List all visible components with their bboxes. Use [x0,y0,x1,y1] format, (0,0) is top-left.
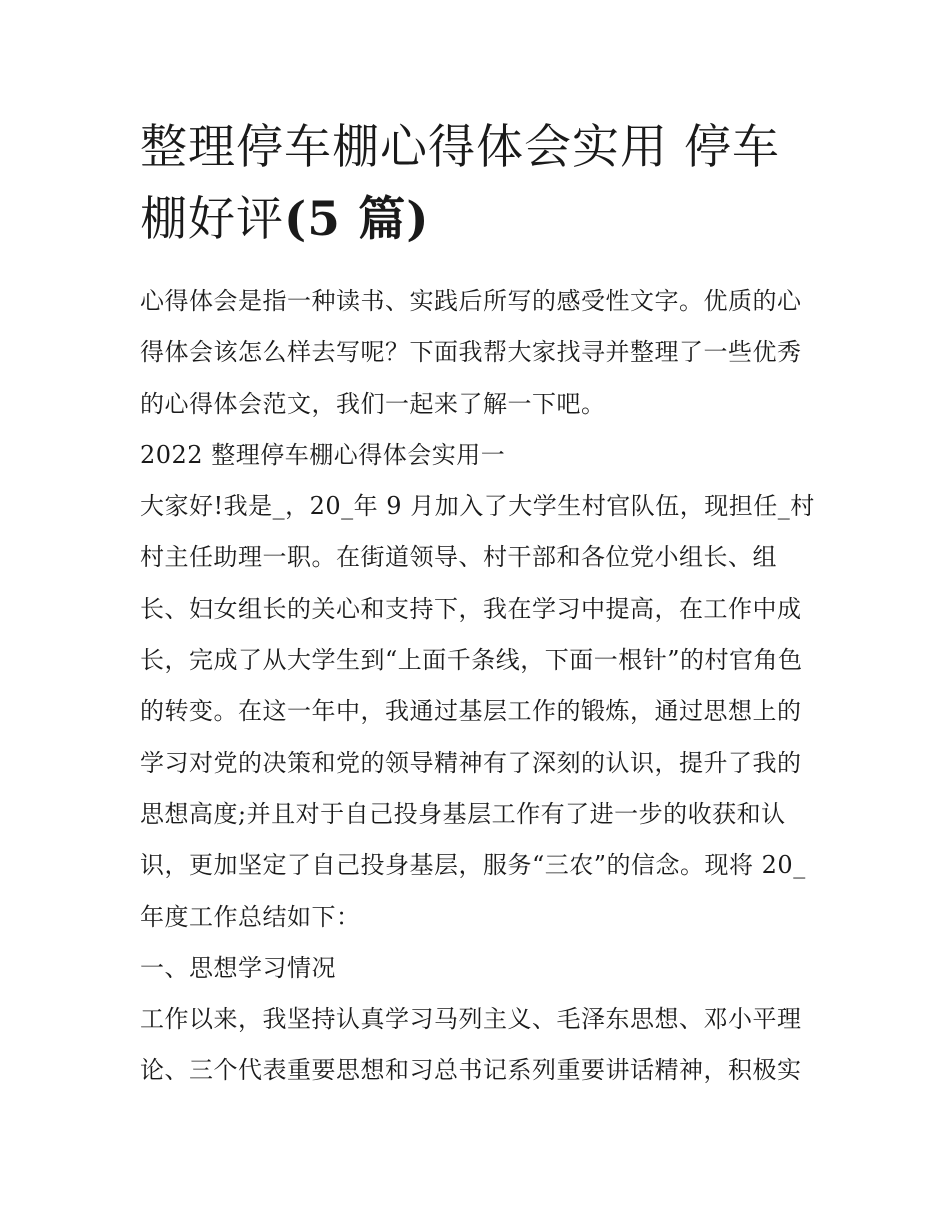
title-count: (5 篇) [284,192,430,247]
body-line: 大家好!我是_，20_年 9 月加入了大学生村官队伍，现担任_村 [140,492,815,521]
body-line: 工作以来，我坚持认真学习马列主义、毛泽东思想、邓小平理 [140,1005,802,1034]
body-line: 得体会该怎么样去写呢？下面我帮大家找寻并整理了一些优秀 [140,338,802,367]
section-heading: 一、思想学习情况 [140,953,336,982]
body-line: 的转变。在这一年中，我通过基层工作的锻炼，通过思想上的 [140,697,802,726]
title-line-1: 整理停车棚心得体会实用 停车 [140,120,780,175]
section-heading: 2022 整理停车棚心得体会实用一 [140,440,506,469]
document-body [140,276,820,1097]
body-line: 的心得体会范文，我们一起来了解一下吧。 [140,389,606,418]
document-title [140,112,820,256]
body-line: 年度工作总结如下： [140,902,361,931]
body-line: 长、妇女组长的关心和支持下，我在学习中提高，在工作中成 [140,594,802,623]
body-line: 识，更加坚定了自己投身基层，服务“三农”的信念。现将 20_ [140,851,806,880]
body-line: 村主任助理一职。在街道领导、村干部和各位党小组长、组 [140,543,777,572]
body-line: 长，完成了从大学生到“上面千条线，下面一根针”的村官角色 [140,646,803,675]
body-line: 心得体会是指一种读书、实践后所写的感受性文字。优质的心 [140,287,802,315]
body-line: 思想高度;并且对于自己投身基层工作有了进一步的收获和认 [140,799,786,828]
body-line: 论、三个代表重要思想和习总书记系列重要讲话精神，积极实 [140,1056,802,1085]
body-line: 学习对党的决策和党的领导精神有了深刻的认识，提升了我的 [140,748,802,777]
title-line-2: 棚好评(5 篇) [140,192,430,247]
